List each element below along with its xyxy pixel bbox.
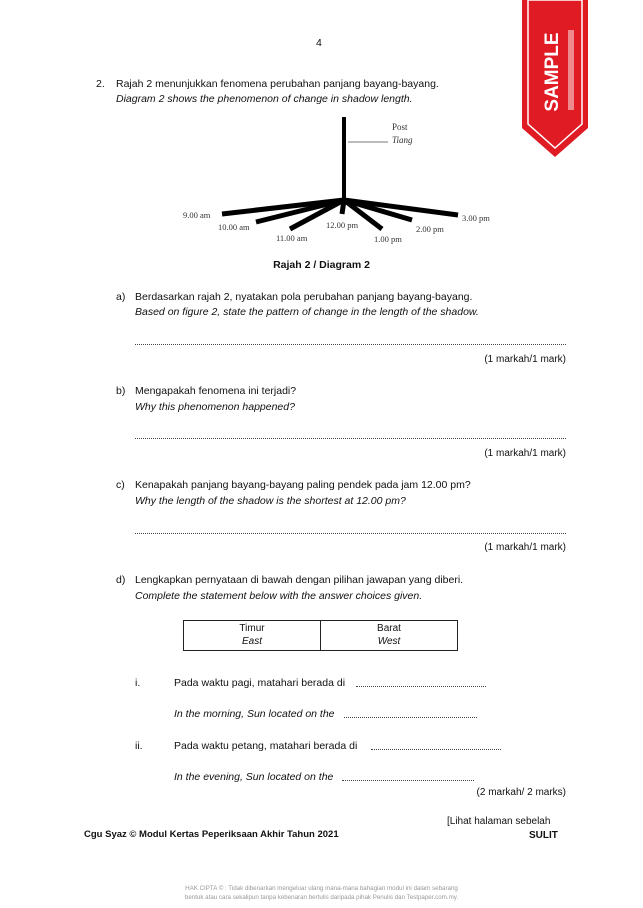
statement-ii-en: In the evening, Sun located on the (174, 771, 334, 783)
choice-east-en: East (241, 636, 262, 647)
question-intro-ms: Rajah 2 menunjukkan fenomena perubahan panjang bayang-bayang. (116, 78, 439, 90)
post-label-ms: Post (392, 122, 408, 132)
part-b-en: Why this phenomenon happened? (135, 401, 295, 413)
credit-line: Cgu Syaz © Modul Kertas Peperiksaan Akhir Tahun 2021 (84, 829, 339, 840)
time-label-10am: 10.00 am (218, 222, 250, 232)
diagram-caption: Rajah 2 / Diagram 2 (273, 259, 370, 271)
time-label-9am: 9.00 am (183, 210, 211, 220)
page-number: 4 (316, 37, 322, 49)
choices-table (183, 620, 458, 651)
choice-west-ms: Barat (377, 623, 401, 634)
time-label-2pm: 2.00 pm (416, 224, 444, 234)
part-a-en: Based on figure 2, state the pattern of change in the length of the shadow. (135, 306, 479, 318)
post-label-en: Tiang (392, 135, 413, 145)
statement-i-ms: Pada waktu pagi, matahari berada di (174, 677, 346, 689)
question-number: 2. (96, 78, 105, 90)
part-d-mark: (2 markah/ 2 marks) (476, 787, 566, 798)
statement-i-en: In the morning, Sun located on the (174, 708, 335, 720)
part-c-en: Why the length of the shadow is the shortest at 12.00 pm? (135, 495, 406, 507)
copyright-line-2: bentuk atau cara sekalipun tanpa kebenaran bertulis daripada pihak Penulis dan Testpaper.com.my. (184, 894, 459, 901)
statement-ii-ms-answer[interactable] (371, 749, 501, 750)
part-a-mark: (1 markah/1 mark) (484, 354, 566, 365)
stamp-text: SAMPLE (542, 32, 563, 112)
shadow-diagram (170, 112, 510, 252)
time-label-3pm: 3.00 pm (462, 213, 490, 223)
question-intro-en: Diagram 2 shows the phenomenon of change in shadow length. (116, 93, 413, 105)
part-d-ms: Lengkapkan pernyataan di bawah dengan pilihan jawapan yang diberi. (135, 574, 464, 586)
part-b-label: b) (116, 385, 126, 397)
statement-ii-en-answer[interactable] (342, 780, 474, 781)
part-b-mark: (1 markah/1 mark) (484, 448, 566, 459)
next-page-note: [Lihat halaman sebelah (447, 816, 551, 827)
statement-ii-ms: Pada waktu petang, matahari berada di (174, 740, 358, 752)
part-c-answer-line[interactable] (135, 533, 566, 534)
part-b-answer-line[interactable] (135, 438, 566, 439)
choice-east-ms: Timur (239, 623, 265, 634)
time-label-12pm: 12.00 pm (326, 220, 359, 230)
part-a-label: a) (116, 291, 126, 303)
part-c-label: c) (116, 479, 125, 491)
classification-label: SULIT (529, 830, 558, 841)
part-c-ms: Kenapakah panjang bayang-bayang paling pendek pada jam 12.00 pm? (135, 479, 471, 491)
choice-east (184, 621, 321, 651)
statement-ii-num: ii. (135, 740, 143, 752)
sample-stamp (520, 0, 590, 160)
choice-west (321, 621, 458, 651)
part-c-mark: (1 markah/1 mark) (484, 542, 566, 553)
part-d-en: Complete the statement below with the answer choices given. (135, 590, 423, 602)
statement-i-num: i. (135, 677, 141, 689)
time-label-11am: 11.00 am (276, 233, 308, 243)
part-b-ms: Mengapakah fenomena ini terjadi? (135, 385, 297, 397)
statement-i-ms-answer[interactable] (356, 686, 486, 687)
copyright-line-1: HAK CIPTA © : Tidak dibenarkan mengeluar ulang mana-mana bahagian modul ini dalam sebarang (185, 885, 458, 892)
time-label-1pm: 1.00 pm (374, 234, 402, 244)
part-a-ms: Berdasarkan rajah 2, nyatakan pola perubahan panjang bayang-bayang. (135, 291, 473, 303)
part-a-answer-line[interactable] (135, 344, 566, 345)
part-d-label: d) (116, 574, 126, 586)
choice-west-en: West (377, 636, 401, 647)
statement-i-en-answer[interactable] (344, 717, 477, 718)
